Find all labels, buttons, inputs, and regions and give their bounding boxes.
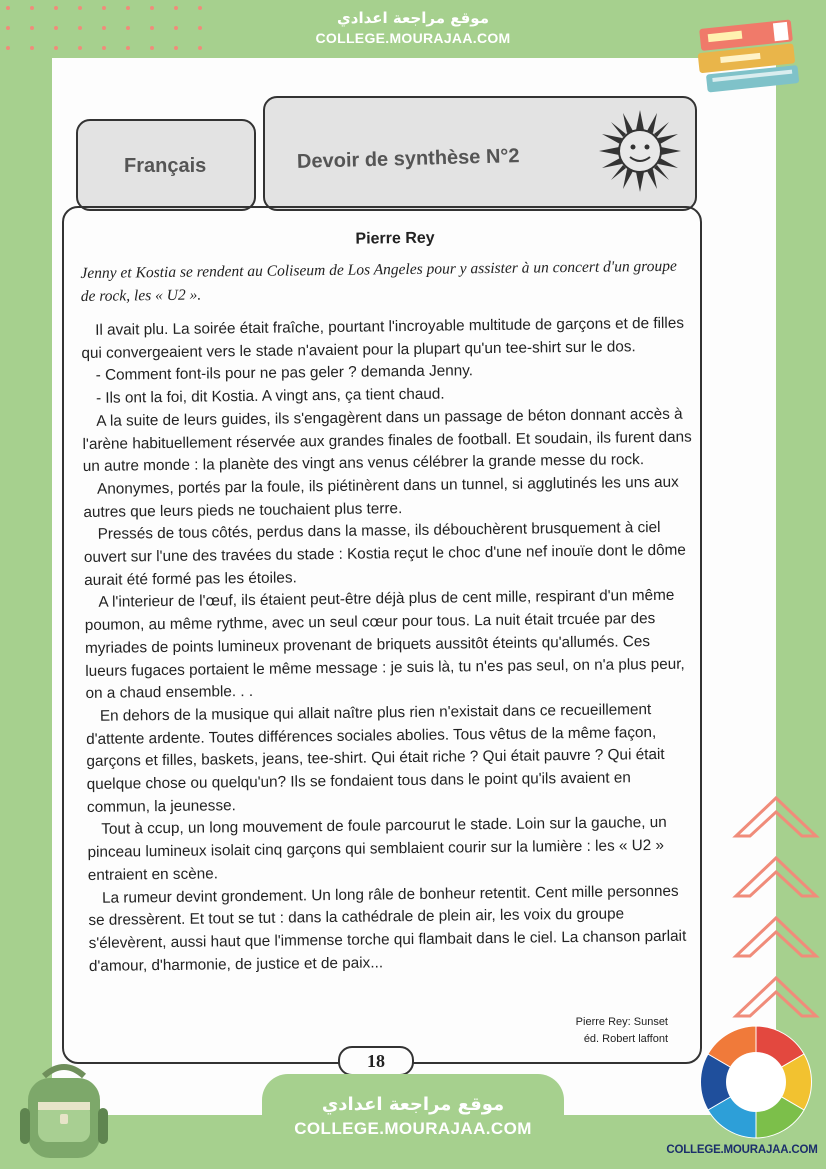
paragraph: A l'interieur de l'œuf, ils étaient peut-être déjà plus de cent mille, respirant d'un même poumon, au même rythme, avec un seul cœur pour tous. La nuit était trcuée par des myriades de points lumineux provenant de briquets aussitôt éteints qu'allumés. Ces lueurs fugaces portaient le même message : je suis là, tu n'es pas seul, on n'a plus peur, on a chaud ensemble. . . — [84, 587, 685, 703]
subject-wheel-icon — [696, 1022, 816, 1142]
source-line: Pierre Rey: Sunset — [575, 1016, 668, 1028]
paragraph: Pressés de tous côtés, perdus dans la masse, ils débouchèrent brusquement à ciel ouvert sur l'une des travées du stade : Kostia reçut le choc d'une nef inouïe dont le dôme aurait été formé pas les étoiles. — [83, 519, 686, 589]
site-url[interactable]: COLLEGE.MOURAJAA.COM — [315, 30, 511, 46]
source-line: éd. Robert laffont — [583, 1033, 668, 1045]
page-number: 18 — [338, 1046, 414, 1076]
site-url[interactable]: COLLEGE.MOURAJAA.COM — [294, 1119, 532, 1138]
paragraph: Anonymes, portés par la foule, ils piétinèrent dans un tunnel, si agglutinés les uns aux autres que leurs pieds ne touchaient plus terre. — [83, 473, 679, 521]
source-citation — [576, 1014, 668, 1048]
site-arabic-name: موقع مراجعة اعدادي — [337, 9, 489, 27]
decorative-chevrons — [730, 790, 820, 1030]
chevron-up-icon — [736, 918, 816, 956]
exam-title: Devoir de synthèse N°2 — [296, 145, 520, 173]
decorative-dots — [0, 0, 210, 56]
subject-label: Français — [124, 155, 207, 177]
site-arabic-name: موقع مراجعة اعدادي — [321, 1094, 505, 1115]
backpack-icon — [14, 1058, 114, 1162]
paragraph: Tout à ccup, un long mouvement de foule parcourut le stade. Loin sur la gauche, un pinceau lumineux isolait cinq garçons qui semblaient courir sur la lumière : les « U2 » entraient en scène. — [87, 814, 667, 884]
site-banner-top[interactable] — [262, 0, 564, 58]
intro-text: Jenny et Kostia se rendent au Coliseum de Los Angeles pour y assister à un concert d'un groupe de rock, les « U2 ». — [80, 257, 677, 305]
author-heading: Pierre Rey — [355, 229, 435, 248]
paragraph: - Ils ont la foi, dit Kostia. A vingt ans, ça tient chaud. — [95, 385, 445, 407]
title-box — [263, 96, 697, 211]
paragraph: Il avait plu. La soirée était fraîche, pourtant l'incroyable multitude de garçons et de filles qui convergeaient vers le stade n'avaient pour la plupart qu'un tee-shirt sur le dos. — [81, 314, 685, 362]
paragraph: En dehors de la musique qui allait naître plus rien n'existait dans ce recueillement d'attente ardente. Toutes différences sociales abolies. Tous vêtus de la même façon, garçons et filles, baskets, jeans, tee-shirt. Qui était riche ? Qui était pauvre ? Qui était quelque chose ou quelqu'un? Ils se fondaient tous dans le point qu'ils avaient en commun, la jeunesse. — [86, 701, 665, 816]
books-icon — [690, 8, 808, 100]
paragraph: - Comment font-ils pour ne pas geler ? demanda Jenny. — [95, 362, 474, 385]
site-banner-bottom[interactable] — [262, 1074, 564, 1169]
chevron-up-icon — [736, 858, 816, 896]
sun-icon — [597, 108, 683, 194]
reading-text — [80, 227, 699, 979]
paragraph: La rumeur devint grondement. Un long râle de bonheur retentit. Cent mille personnes se dressèrent. Et tout se tut : dans la cathédrale de plein air, les voix du groupe s'élevèrent, aussi haut que l'immense torche qui flambait dans le ciel. La chanson parlait d'amour, d'harmonie, de justice et de paix... — [88, 882, 687, 975]
brand-label: COLLEGE.MOURAJAA.COM — [666, 1144, 818, 1156]
chevron-up-icon — [736, 978, 816, 1016]
subject-box — [76, 119, 256, 211]
paragraph: A la suite de leurs guides, ils s'engagèrent dans un passage de béton donnant accès à l'arène habituellement réservée aux grandes finales de football. Et soudain, ils furent dans un autre monde : la planète des vingt ans venus célébrer la grande messe du rock. — [82, 405, 692, 476]
chevron-up-icon — [736, 798, 816, 836]
text-frame — [62, 206, 702, 1064]
